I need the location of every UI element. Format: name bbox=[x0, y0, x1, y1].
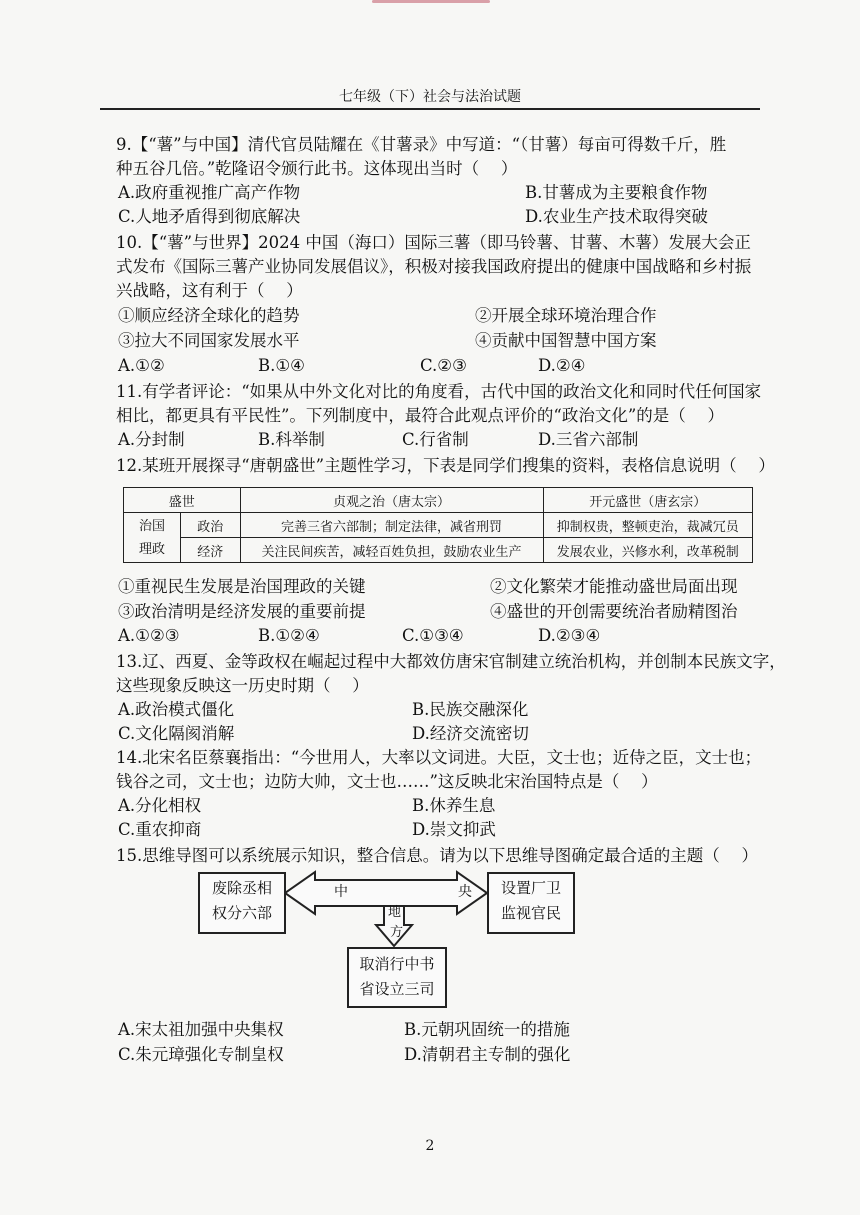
q10-stem-line-3: 兴战略，这有利于（ ） bbox=[116, 281, 303, 300]
q12-option-d: D.②③④ bbox=[538, 626, 601, 645]
q10-option-d: D.②④ bbox=[538, 356, 586, 375]
table-label-jingji: 经济 bbox=[181, 538, 241, 563]
q12-stem: 12.某班开展探寻“唐朝盛世”主题性学习，下表是同学们搜集的资料，表格信息说明（ ） bbox=[116, 456, 775, 475]
q11-stem-line-1: 11.有学者评论：“如果从中外文化对比的角度看，古代中国的政治文化和同时代任何国家 bbox=[116, 382, 762, 401]
table-header-kaiyuan: 开元盛世（唐玄宗） bbox=[543, 488, 752, 513]
table-label-zhengzhi: 政治 bbox=[181, 513, 241, 538]
lizheng-label: 理政 bbox=[138, 541, 165, 557]
q14-option-c: C.重农抑商 bbox=[118, 820, 202, 839]
box-left-line-2: 权分六部 bbox=[211, 904, 272, 922]
q10-item-1: ①顺应经济全球化的趋势 bbox=[118, 306, 300, 325]
q11-option-a: A.分封制 bbox=[118, 430, 185, 449]
q13-stem-line-2: 这些现象反映这一历史时期（ ） bbox=[116, 676, 369, 695]
q15-option-c: C.朱元璋强化专制皇权 bbox=[118, 1045, 284, 1064]
box-right-line-1: 设置厂卫 bbox=[500, 879, 561, 897]
q10-option-a: A.①② bbox=[118, 356, 165, 375]
q11-stem-line-2: 相比，都更具有平民性”。下列制度中，最符合此观点评价的“政治文化”的是（ ） bbox=[116, 406, 725, 425]
arrow-label-yang: 央 bbox=[458, 884, 472, 900]
q10-option-b: B.①④ bbox=[258, 356, 305, 375]
q10-item-2: ②开展全球环境治理合作 bbox=[475, 306, 657, 325]
table-header-shengshi: 盛世 bbox=[124, 488, 241, 513]
q15-option-b: B.元朝巩固统一的措施 bbox=[404, 1020, 570, 1039]
arrow-label-fang: 方 bbox=[390, 925, 404, 940]
q10-stem-line-2: 式发布《国际三薯产业协同发展倡议》，积极对接我国政府提出的健康中国战略和乡村振 bbox=[116, 257, 752, 276]
mind-map-box-left bbox=[198, 872, 286, 934]
q12-item-4: ④盛世的开创需要统治者励精图治 bbox=[490, 602, 738, 621]
page-number: 2 bbox=[425, 1138, 435, 1154]
q13-option-d: D.经济交流密切 bbox=[412, 724, 529, 743]
zhiguo-label: 治国 bbox=[138, 518, 165, 534]
box-bottom-line-2: 省设立三司 bbox=[359, 980, 435, 998]
q10-option-c: C.②③ bbox=[420, 356, 467, 375]
q14-stem-line-1: 14.北宋名臣蔡襄指出：“今世用人，大率以文词进。大臣，文士也；近侍之臣，文士也； bbox=[116, 748, 762, 767]
q10-item-4: ④贡献中国智慧中国方案 bbox=[475, 331, 657, 350]
table-header-zhenguan: 贞观之治（唐太宗） bbox=[240, 488, 543, 513]
q9-option-b: B.甘薯成为主要粮食作物 bbox=[525, 183, 708, 202]
page-header: 七年级（下）社会与法治试题 bbox=[339, 89, 521, 105]
q9-stem-line-1: 9.【“薯”与中国】清代官员陆耀在《甘薯录》中写道：“（甘薯）每亩可得数千斤，胜 bbox=[116, 135, 727, 154]
q9-option-c: C.人地矛盾得到彻底解决 bbox=[118, 207, 301, 226]
q11-option-c: C.行省制 bbox=[402, 430, 469, 449]
q9-stem-line-2: 种五谷几倍。”乾隆诏令颁行此书。这体现出当时（ ） bbox=[116, 159, 518, 178]
mind-map-box-bottom bbox=[347, 947, 447, 1008]
q12-item-2: ②文化繁荣才能推动盛世局面出现 bbox=[490, 577, 738, 596]
table-cell-kaiyuan-politics: 抑制权贵，整顿吏治，裁减冗员 bbox=[543, 513, 752, 538]
q10-stem-line-1: 10.【“薯”与世界】2024 中国（海口）国际三薯（即马铃薯、甘薯、木薯）发展大会正 bbox=[116, 233, 751, 252]
q15-stem: 15.思维导图可以系统展示知识，整合信息。请为以下思维导图确定最合适的主题（ ） bbox=[116, 846, 758, 865]
q13-option-c: C.文化隔阂消解 bbox=[118, 724, 235, 743]
q13-option-a: A.政治模式僵化 bbox=[118, 700, 235, 719]
q12-option-c: C.①③④ bbox=[402, 626, 464, 645]
q13-option-b: B.民族交融深化 bbox=[412, 700, 529, 719]
q13-stem-line-1: 13.辽、西夏、金等政权在崛起过程中大都效仿唐宋官制建立统治机构，并创制本民族文字， bbox=[116, 652, 786, 671]
q11-option-d: D.三省六部制 bbox=[538, 430, 639, 449]
box-bottom-line-1: 取消行中书 bbox=[359, 955, 435, 973]
q12-option-a: A.①②③ bbox=[118, 626, 180, 645]
box-right-line-2: 监视官民 bbox=[500, 904, 561, 922]
table-cell-zhenguan-politics: 完善三省六部制；制定法律，减省刑罚 bbox=[240, 513, 543, 538]
q11-option-b: B.科举制 bbox=[258, 430, 325, 449]
q12-item-1: ①重视民生发展是治国理政的关键 bbox=[118, 577, 366, 596]
arrow-label-zhong: 中 bbox=[334, 884, 348, 900]
mind-map-box-right bbox=[487, 872, 575, 934]
q14-option-b: B.休养生息 bbox=[412, 796, 496, 815]
q14-option-a: A.分化相权 bbox=[118, 796, 202, 815]
q15-option-d: D.清朝君主专制的强化 bbox=[404, 1045, 571, 1064]
table-cell-kaiyuan-economy: 发展农业，兴修水利，改革税制 bbox=[543, 538, 752, 563]
q9-option-a: A.政府重视推广高产作物 bbox=[118, 183, 301, 202]
table-cell-zhenguan-economy: 关注民间疾苦，减轻百姓负担，鼓励农业生产 bbox=[240, 538, 543, 563]
q9-option-d: D.农业生产技术取得突破 bbox=[525, 207, 708, 226]
q12-item-3: ③政治清明是经济发展的重要前提 bbox=[118, 602, 366, 621]
q14-option-d: D.崇文抑武 bbox=[412, 820, 496, 839]
q10-item-3: ③拉大不同国家发展水平 bbox=[118, 331, 300, 350]
q14-stem-line-2: 钱谷之司，文士也；边防大帅，文士也……”这反映北宋治国特点是（ ） bbox=[116, 772, 658, 791]
arrow-label-di: 地 bbox=[388, 905, 402, 920]
q15-option-a: A.宋太祖加强中央集权 bbox=[118, 1020, 284, 1039]
box-left-line-1: 废除丞相 bbox=[211, 879, 272, 897]
q12-option-b: B.①②④ bbox=[258, 626, 320, 645]
